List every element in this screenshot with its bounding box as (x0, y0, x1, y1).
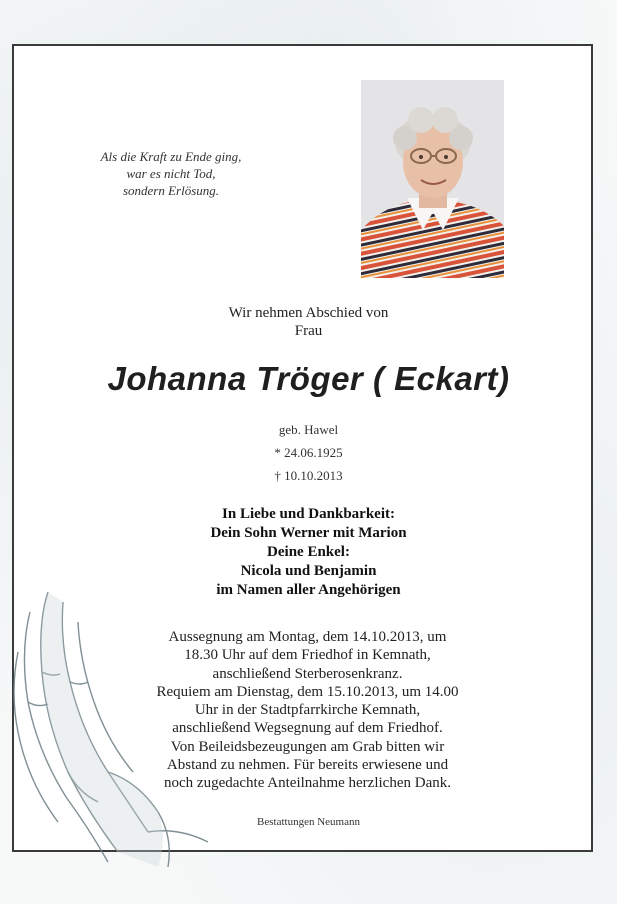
portrait-photo (361, 80, 504, 278)
service-line: Aussegnung am Montag, dem 14.10.2013, um (168, 629, 447, 645)
service-line: Von Beileidsbezeugungen am Grab bitten wir (170, 738, 445, 755)
family-line: Deine Enkel: (267, 544, 350, 560)
service-line: 18.30 Uhr auf dem Friedhof in Kemnath, (184, 647, 431, 664)
service-line: Requiem am Dienstag, dem 15.10.2013, um 14.00 (156, 683, 459, 700)
service-line: anschließend Sterberosenkranz. (212, 665, 403, 682)
portrait-photo-icon (361, 80, 504, 278)
service-line: anschließend Wegsegnung auf dem Friedhof. (172, 720, 443, 737)
family-line: Dein Sohn Werner mit Marion (210, 525, 407, 541)
deceased-name: Johanna Tröger ( Eckart) (107, 360, 510, 397)
service-line: Abstand zu nehmen. Für bereits erwiesene und (166, 757, 449, 774)
intro-line: Frau (294, 323, 323, 339)
birth-date: * 24.06.1925 (274, 445, 343, 460)
intro-line: Wir nehmen Abschied von (228, 305, 389, 321)
birth-name: geb. Hawel (278, 422, 339, 437)
family-line: In Liebe und Dankbarkeit: (222, 506, 395, 522)
motto-line: war es nicht Tod, (126, 166, 216, 181)
motto-line: sondern Erlösung. (122, 183, 220, 198)
service-details (120, 628, 495, 793)
death-date: † 10.10.2013 (274, 468, 343, 483)
motto-quote (76, 148, 266, 199)
service-line: noch zugedachte Anteilnahme herzlichen Dank. (164, 775, 451, 792)
family-line: im Namen aller Angehörigen (216, 582, 401, 598)
undertaker-name: Bestattungen Neumann (257, 816, 360, 828)
motto-line: Als die Kraft zu Ende ging, (100, 149, 242, 164)
family-line: Nicola und Benjamin (240, 563, 377, 579)
service-line: Uhr in der Stadtpfarrkirche Kemnath, (194, 702, 421, 719)
